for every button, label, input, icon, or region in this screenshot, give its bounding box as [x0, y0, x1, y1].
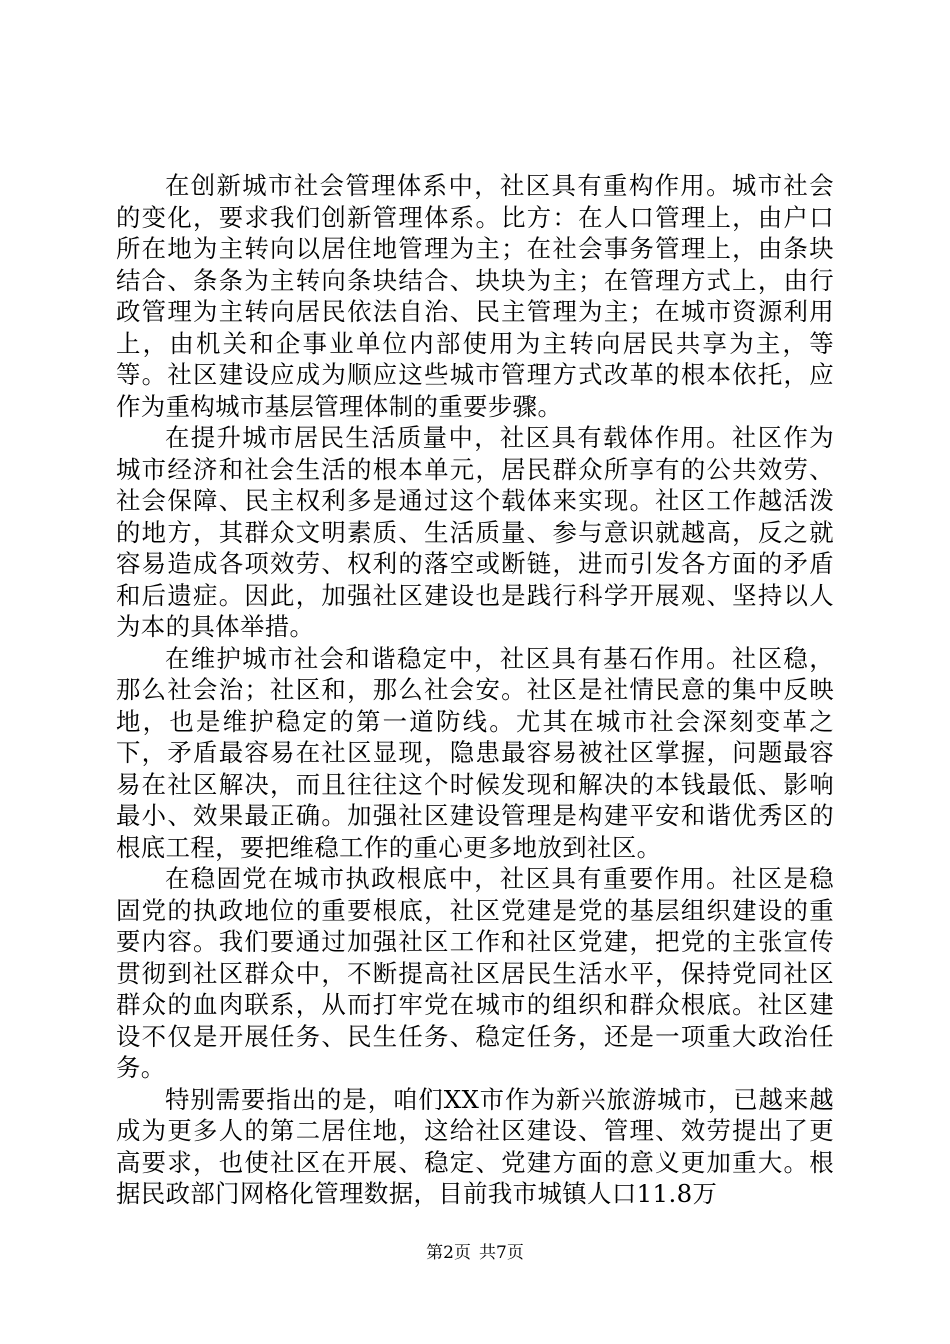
paragraph-cornerstone-role: 在维护城市社会和谐稳定中，社区具有基石作用。社区稳，那么社会治；社区和，那么社会安。社区是社情民意的集中反映地，也是维护稳定的第一道防线。尤其在城市社会深刻变革之下，矛盾最容易在社区显现，隐患最容易被社区掌握，问题最容易在社区解决，而且往往这个时候发现和解决的本钱最低、影响最小、效果最正确。加强社区建设管理是构建平安和谐优秀区的根底工程，要把维稳工作的重心更多地放到社区。	[116, 643, 834, 862]
page-footer	[0, 1243, 950, 1263]
page-total: 共7页	[479, 1243, 524, 1263]
paragraph-special-note: 特别需要指出的是，咱们XX市作为新兴旅游城市，已越来越成为更多人的第二居住地，这给社区建设、管理、效劳提出了更高要求，也使社区在开展、稳定、党建方面的意义更加重大。根据民政部门网格化管理数据，目前我市城镇人口11.8万	[116, 1084, 834, 1208]
paragraph-carrier-role: 在提升城市居民生活质量中，社区具有载体作用。社区作为城市经济和社会生活的根本单元，居民群众所享有的公共效劳、社会保障、民主权利多是通过这个载体来实现。社区工作越活泼的地方，其群众文明素质、生活质量、参与意识就越高，反之就容易造成各项效劳、权利的落空或断链，进而引发各方面的矛盾和后遗症。因此，加强社区建设也是践行科学开展观、坚持以人为本的具体举措。	[116, 423, 834, 641]
page-number: 第2页	[426, 1243, 471, 1263]
paragraph-restructure-role: 在创新城市社会管理体系中，社区具有重构作用。城市社会的变化，要求我们创新管理体系。比方：在人口管理上，由户口所在地为主转向以居住地管理为主；在社会事务管理上，由条块结合、条条为主转向条块结合、块块为主；在管理方式上，由行政管理为主转向居民依法自治、民主管理为主；在城市资源利用上，由机关和企事业单位内部使用为主转向居民共享为主，等等。社区建设应成为顺应这些城市管理方式改革的根本依托，应作为重构城市基层管理体制的重要步骤。	[116, 171, 834, 421]
paragraph-party-foundation-role: 在稳固党在城市执政根底中，社区具有重要作用。社区是稳固党的执政地位的重要根底，社区党建是党的基层组织建设的重要内容。我们要通过加强社区工作和社区党建，把党的主张宣传贯彻到社区群众中，不断提高社区居民生活水平，保持党同社区群众的血肉联系，从而打牢党在城市的组织和群众根底。社区建设不仅是开展任务、民生任务、稳定任务，还是一项重大政治任务。	[116, 864, 834, 1082]
document-body	[116, 170, 834, 1210]
